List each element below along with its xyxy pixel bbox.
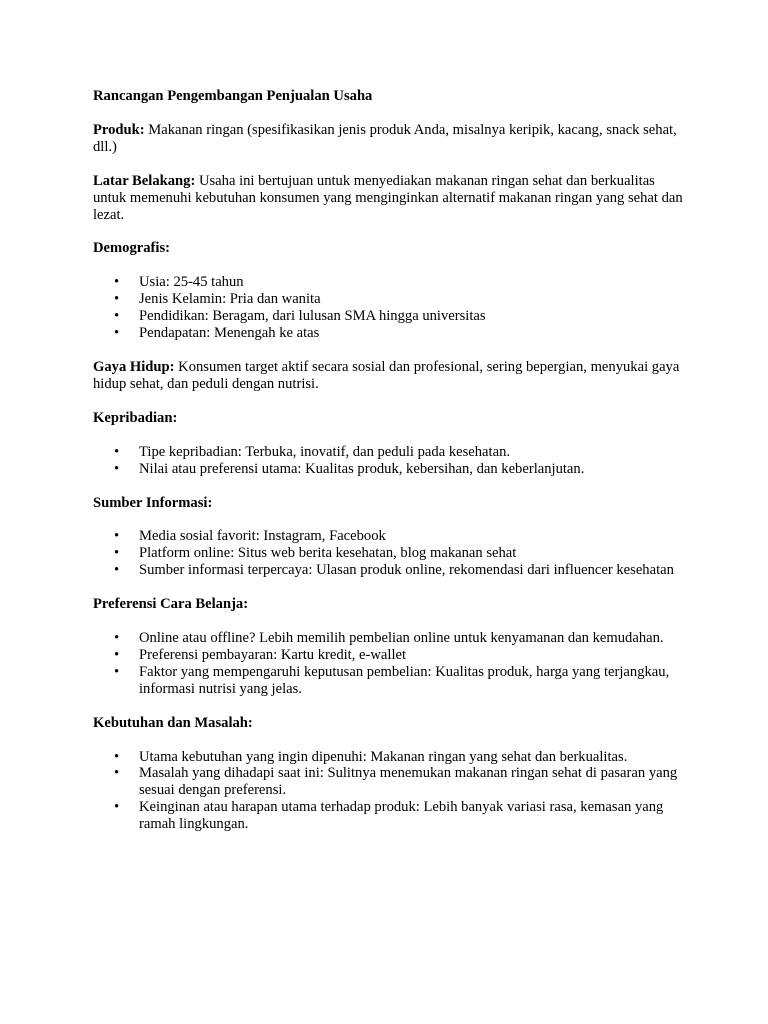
list-item-text: Online atau offline? Lebih memilih pembelian online untuk kenyamanan dan kemudahan.: [139, 630, 664, 647]
list-item-text: Pendapatan: Menengah ke atas: [139, 325, 320, 342]
list-item-text: Usia: 25-45 tahun: [139, 274, 244, 291]
bullet-icon: •: [114, 646, 120, 663]
kebutuhan-dan-masalah-heading: Kebutuhan dan Masalah:: [93, 714, 253, 731]
list-item-text: Sumber informasi terpercaya: Ulasan produk online, rekomendasi dari influencer kesehatan: [139, 562, 674, 579]
list-item-text: Platform online: Situs web berita kesehatan, blog makanan sehat: [139, 545, 517, 562]
list-item-text: Utama kebutuhan yang ingin dipenuhi: Makanan ringan yang sehat dan berkualitas.: [139, 748, 628, 765]
list-item-text: Pendidikan: Beragam, dari lulusan SMA hingga universitas: [139, 308, 486, 325]
list-item: [93, 765, 683, 799]
gaya-hidup-label: Gaya Hidup:: [93, 358, 175, 375]
bullet-icon: •: [114, 443, 120, 460]
bullet-icon: •: [114, 274, 120, 291]
list-item: [93, 562, 683, 579]
list-item: [93, 528, 683, 545]
list-item-text: Tipe kepribadian: Terbuka, inovatif, dan peduli pada kesehatan.: [139, 443, 511, 460]
list-item: [93, 308, 683, 325]
kepribadian-heading: Kepribadian:: [93, 409, 178, 426]
list-item: [93, 799, 683, 833]
bullet-icon: •: [114, 562, 120, 579]
bullet-icon: •: [114, 528, 120, 545]
list-item: [93, 274, 683, 291]
bullet-icon: •: [114, 663, 120, 680]
list-item-text: Faktor yang mempengaruhi keputusan pembelian: Kualitas produk, harga yang terjangkau, informasi nutrisi yang jelas.: [139, 663, 670, 697]
demografis-heading: Demografis:: [93, 240, 170, 257]
sumber-informasi-list: [93, 528, 683, 579]
bullet-icon: •: [114, 291, 120, 308]
sumber-informasi-heading: Sumber Informasi:: [93, 494, 213, 511]
preferensi-cara-belanja-heading: Preferensi Cara Belanja:: [93, 596, 249, 613]
list-item-text: Jenis Kelamin: Pria dan wanita: [139, 291, 321, 308]
list-item: [93, 291, 683, 308]
list-item-text: Nilai atau preferensi utama: Kualitas produk, kebersihan, dan keberlanjutan.: [139, 460, 585, 477]
list-item: [93, 545, 683, 562]
list-item: [93, 664, 683, 698]
list-item-text: Preferensi pembayaran: Kartu kredit, e-wallet: [139, 646, 407, 663]
demografis-list: [93, 274, 683, 342]
bullet-icon: •: [114, 545, 120, 562]
list-item: [93, 647, 683, 664]
document-title: Rancangan Pengembangan Penjualan Usaha: [93, 88, 373, 104]
latar-belakang-paragraph: [93, 173, 683, 224]
produk-text: Makanan ringan (spesifikasikan jenis produk Anda, misalnya keripik, kacang, snack sehat, dll.): [93, 121, 677, 155]
bullet-icon: •: [114, 460, 120, 477]
list-item: [93, 630, 683, 647]
bullet-icon: •: [114, 799, 120, 816]
bullet-icon: •: [114, 748, 120, 765]
list-item: [93, 749, 683, 766]
produk-label: Produk:: [93, 121, 145, 138]
list-item-text: Media sosial favorit: Instagram, Facebook: [139, 528, 386, 545]
produk-paragraph: [93, 122, 683, 156]
list-item-text: Masalah yang dihadapi saat ini: Sulitnya menemukan makanan ringan sehat di pasaran yang sesuai dengan preferensi.: [139, 765, 678, 799]
list-item-text: Keinginan atau harapan utama terhadap produk: Lebih banyak variasi rasa, kemasan yang ramah lingkungan.: [139, 799, 664, 833]
document-body: [93, 88, 683, 850]
latar-belakang-text: Usaha ini bertujuan untuk menyediakan makanan ringan sehat dan berkualitas untuk memenuhi kebutuhan konsumen yang menginginkan alternatif makanan ringan yang sehat dan lezat.: [93, 172, 683, 223]
list-item: [93, 444, 683, 461]
kepribadian-list: [93, 444, 683, 478]
bullet-icon: •: [114, 630, 120, 647]
gaya-hidup-text: Konsumen target aktif secara sosial dan profesional, sering bepergian, menyukai gaya hidup sehat, dan peduli dengan nutrisi.: [93, 358, 680, 392]
list-item: [93, 325, 683, 342]
bullet-icon: •: [114, 765, 120, 782]
latar-belakang-label: Latar Belakang:: [93, 172, 196, 189]
list-item: [93, 461, 683, 478]
kebutuhan-dan-masalah-list: [93, 749, 683, 834]
bullet-icon: •: [114, 325, 120, 342]
preferensi-cara-belanja-list: [93, 630, 683, 698]
gaya-hidup-paragraph: [93, 359, 683, 393]
bullet-icon: •: [114, 308, 120, 325]
